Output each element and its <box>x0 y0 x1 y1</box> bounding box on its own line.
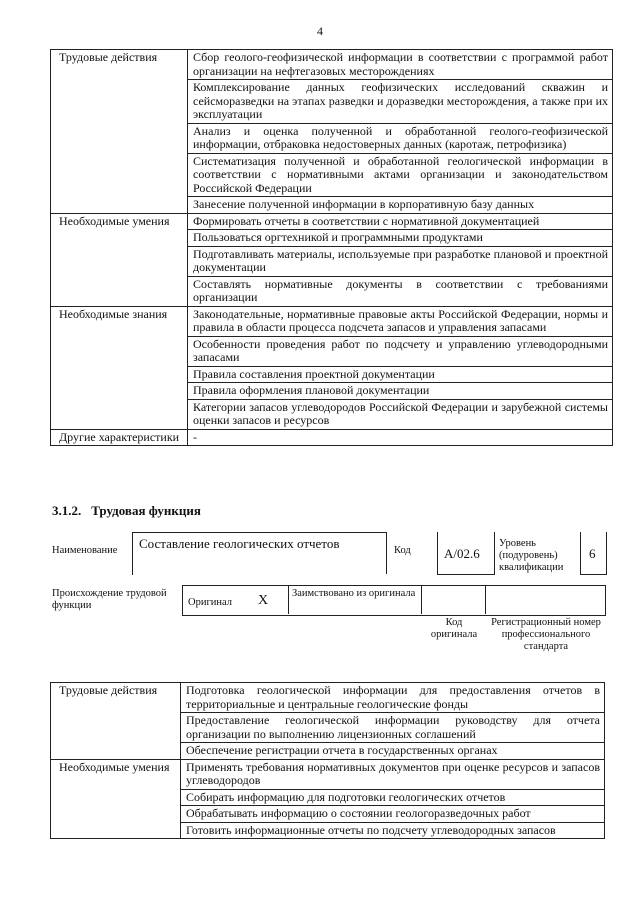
section-number: 3.1.2. <box>52 503 82 518</box>
original-mark: X <box>258 593 269 608</box>
table-row <box>51 429 613 446</box>
origin-divider-3 <box>485 585 486 614</box>
row-item: Подготовка геологической информации для предоставления отчетов в территориальные и центральные геологические фонды <box>181 683 605 713</box>
row-item: Подготавливать материалы, используемые при разработке плановой и проектной документации <box>188 246 613 276</box>
code-value: A/02.6 <box>444 546 480 561</box>
code-label: Код <box>394 545 411 556</box>
row-item: Обеспечение регистрации отчета в государственных органах <box>181 743 605 760</box>
row-item: - <box>188 429 613 446</box>
row-item: Систематизация полученной и обработанной геологической информации в соответствии с нормативными актами организации и законодательством Российской Федерации <box>188 153 613 197</box>
level-value: 6 <box>589 546 596 561</box>
table-row <box>51 683 605 713</box>
row-label: Другие характеристики <box>51 429 188 446</box>
row-item: Сбор геолого-геофизической информации в соответствии с программой работ организации на нефтегазовых месторождениях <box>188 50 613 80</box>
code-original-caption: Код оригинала <box>430 617 478 640</box>
work-actions-table <box>50 49 613 446</box>
row-item: Готовить информационные отчеты по подсчету углеводородных запасов <box>181 822 605 839</box>
row-label: Необходимые умения <box>51 213 188 306</box>
row-item: Собирать информацию для подготовки геологических отчетов <box>181 789 605 806</box>
row-item: Применять требования нормативных документов при оценке ресурсов и запасов углеводородов <box>181 759 605 789</box>
row-label: Необходимые знания <box>51 306 188 429</box>
row-item: Законодательные, нормативные правовые акты Российской Федерации, нормы и правила в области процесса подсчета запасов и управления запасами <box>188 306 613 336</box>
borrowed-label: Заимствовано из оригинала <box>292 588 416 599</box>
row-label: Трудовые действия <box>51 50 188 214</box>
origin-divider-1 <box>288 585 289 614</box>
code-box <box>437 532 495 575</box>
row-item: Составлять нормативные документы в соответствии с требованиями организации <box>188 276 613 306</box>
function-actions-table <box>50 682 605 839</box>
section-title: Трудовая функция <box>91 503 201 518</box>
row-item: Формировать отчеты в соответствии с нормативной документацией <box>188 213 613 230</box>
row-item: Обрабатывать информацию о состоянии геологоразведочных работ <box>181 806 605 823</box>
row-item: Комплексирование данных геофизических исследований скважин и сейсморазведки на этапах разведки и доразведки месторождения, а также при их эксплуатации <box>188 80 613 124</box>
table-row <box>51 213 613 230</box>
divider <box>386 532 387 574</box>
row-item: Правила составления проектной документации <box>188 366 613 383</box>
row-item: Правила оформления плановой документации <box>188 383 613 400</box>
reg-number-caption: Регистрационный номер профессионального стандарта <box>491 617 601 652</box>
row-item: Пользоваться оргтехникой и программными продуктами <box>188 230 613 247</box>
row-item: Занесение полученной информации в корпоративную базу данных <box>188 197 613 214</box>
row-label: Трудовые действия <box>51 683 181 760</box>
name-value: Составление геологических отчетов <box>139 536 340 551</box>
origin-divider-2 <box>421 585 422 614</box>
original-label: Оригинал <box>188 597 232 608</box>
row-label: Необходимые умения <box>51 759 181 839</box>
row-item: Категории запасов углеводородов Российской Федерации и зарубежной системы оценки запасов и ресурсов <box>188 399 613 429</box>
level-box <box>580 532 607 575</box>
row-item: Особенности проведения работ по подсчету и управлению углеводородными запасами <box>188 336 613 366</box>
level-label: Уровень (подуровень) квалификации <box>499 538 564 573</box>
origin-label: Происхождение трудовой функции <box>52 588 167 611</box>
table-row <box>51 50 613 80</box>
table-row <box>51 759 605 789</box>
table-row <box>51 306 613 336</box>
row-item: Предоставление геологической информации руководству для отчета организации по выполнению лицензионных соглашений <box>181 713 605 743</box>
row-item: Анализ и оценка полученной и обработанной геолого-геофизической информации, отбраковка недостоверных данных (каротаж, петрофизика) <box>188 123 613 153</box>
section-heading <box>52 503 211 519</box>
name-box <box>132 532 387 575</box>
page-number: 4 <box>317 24 323 38</box>
name-label: Наименование <box>52 545 118 556</box>
